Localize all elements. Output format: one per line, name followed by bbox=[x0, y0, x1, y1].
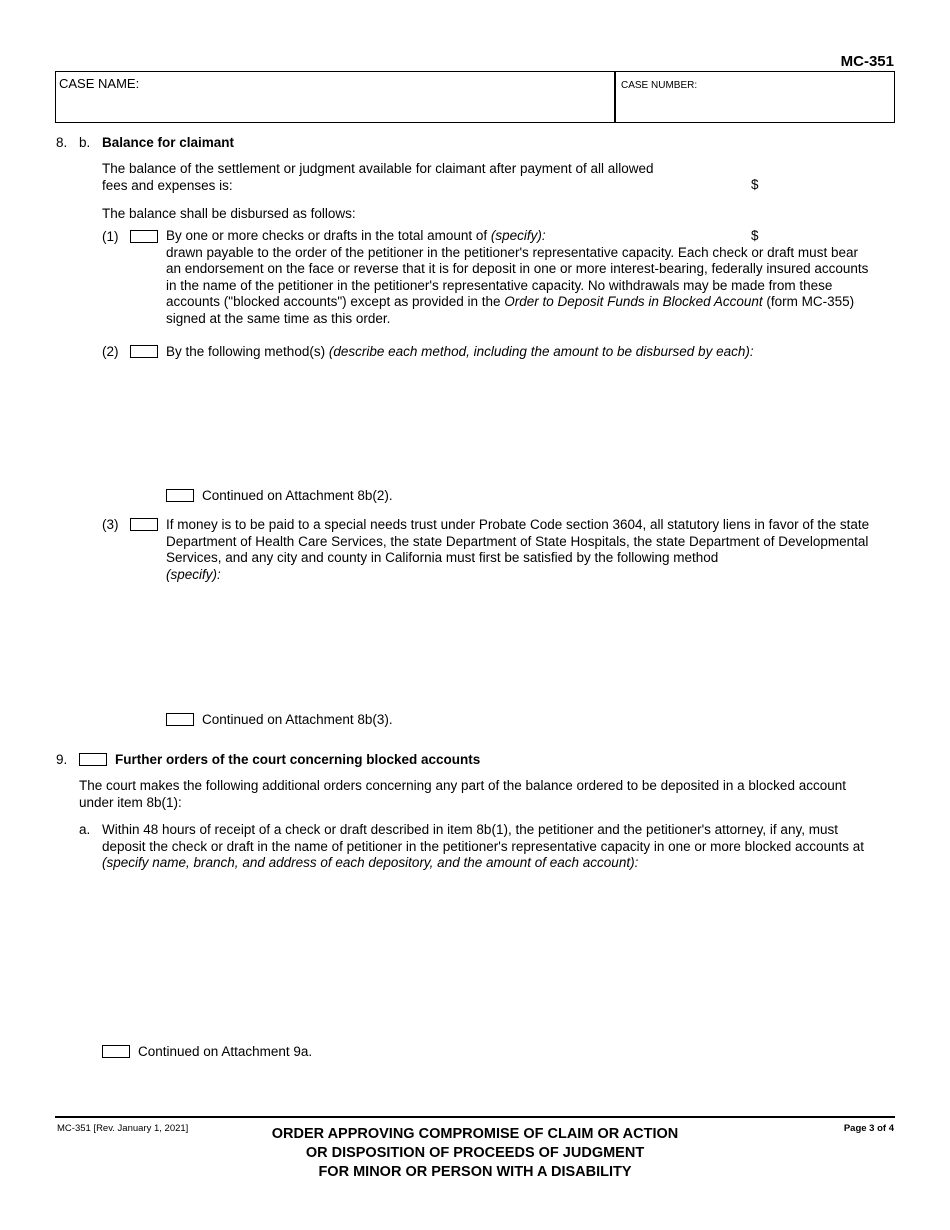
footer-revision: MC-351 [Rev. January 1, 2021] bbox=[57, 1123, 189, 1134]
option-3-text bbox=[166, 517, 896, 583]
option-1-form-title: Order to Deposit Funds in Blocked Account bbox=[504, 294, 763, 309]
attachment-8b3-checkbox[interactable] bbox=[166, 713, 194, 726]
attachment-8b2-checkbox[interactable] bbox=[166, 489, 194, 502]
option-3-line-2: Department of Health Care Services, the state Department of State Hospitals, the state Department of Developmental bbox=[166, 533, 869, 549]
balance-dollar-sign: $ bbox=[751, 177, 759, 192]
option-3-checkbox[interactable] bbox=[130, 518, 158, 531]
case-header-divider bbox=[614, 72, 616, 122]
option-1-line-5-suffix: (form MC-355) bbox=[762, 294, 855, 309]
footer-rule bbox=[55, 1116, 895, 1118]
balance-line-2: fees and expenses is: bbox=[102, 177, 233, 193]
option-1-number: (1) bbox=[102, 229, 119, 244]
case-header-box bbox=[55, 71, 895, 123]
option-1-line-5-prefix: accounts ("blocked accounts") except as provided in the bbox=[166, 294, 505, 309]
option-2-checkbox[interactable] bbox=[130, 345, 158, 358]
item-8-number: 8. bbox=[56, 135, 68, 150]
item-9a-line-1: Within 48 hours of receipt of a check or draft described in item 8b(1), the petitioner and the petitioner's attorney, if any, must bbox=[102, 822, 838, 837]
item-8b-title: Balance for claimant bbox=[102, 135, 235, 150]
item-9a-specify: (specify name, branch, and address of each depository, and the amount of each account): bbox=[102, 855, 639, 870]
case-name-label: CASE NAME: bbox=[59, 76, 140, 91]
option-2-prefix: By the following method(s) bbox=[166, 344, 329, 359]
attachment-9a-checkbox[interactable] bbox=[102, 1045, 130, 1058]
footer-title-line-1: ORDER APPROVING COMPROMISE OF CLAIM OR ACTION bbox=[271, 1126, 679, 1142]
attachment-9a-label: Continued on Attachment 9a. bbox=[138, 1044, 313, 1059]
option-1-specify: (specify): bbox=[490, 228, 546, 243]
footer-title-line-3: FOR MINOR OR PERSON WITH A DISABILITY bbox=[318, 1164, 632, 1180]
footer-form-title bbox=[175, 1125, 775, 1182]
footer-title-line-2: OR DISPOSITION OF PROCEEDS OF JUDGMENT bbox=[305, 1145, 645, 1161]
item-9a-text bbox=[102, 822, 902, 872]
item-9-number: 9. bbox=[56, 752, 68, 767]
item-9a-line-2: deposit the check or draft in the name of petitioner in the petitioner's representative capacity in one or more blocked accounts at bbox=[102, 838, 865, 854]
option-1-line-4: in the name of the petitioner in the petitioner's representative capacity. No withdrawals may be made from these bbox=[166, 277, 833, 293]
option-1-dollar-sign: $ bbox=[751, 228, 759, 243]
option-2-text bbox=[166, 344, 896, 361]
option-3-specify: (specify): bbox=[166, 566, 221, 582]
option-1-line-1-prefix: By one or more checks or drafts in the total amount of bbox=[166, 228, 491, 243]
form-number: MC-351 bbox=[840, 53, 894, 70]
balance-text bbox=[102, 161, 722, 194]
attachment-8b3-label: Continued on Attachment 8b(3). bbox=[202, 712, 393, 727]
option-1-line-5 bbox=[166, 294, 896, 311]
item-9-intro-line-2: under item 8b(1): bbox=[79, 794, 182, 810]
option-1-checkbox[interactable] bbox=[130, 230, 158, 243]
item-9-intro-line-1: The court makes the following additional orders concerning any part of the balance ordered to be deposited in a blocked account bbox=[79, 778, 846, 793]
option-3-line-1: If money is to be paid to a special needs trust under Probate Code section 3604, all statutory liens in favor of the state bbox=[166, 517, 870, 532]
disbursed-text: The balance shall be disbursed as follows: bbox=[102, 206, 356, 221]
item-9a-letter: a. bbox=[79, 822, 91, 837]
option-1-line-1 bbox=[166, 228, 896, 245]
item-9-intro bbox=[79, 778, 899, 811]
item-8b-letter: b. bbox=[79, 135, 91, 150]
option-3-line-3: Services, and any city and county in California must first be satisfied by the following method bbox=[166, 550, 719, 565]
option-3-number: (3) bbox=[102, 517, 119, 532]
case-number-label: CASE NUMBER: bbox=[621, 80, 698, 91]
item-9-checkbox[interactable] bbox=[79, 753, 107, 766]
option-2-instructions: (describe each method, including the amount to be disbursed by each): bbox=[328, 344, 754, 359]
option-2-number: (2) bbox=[102, 344, 119, 359]
option-1-text bbox=[166, 228, 896, 327]
balance-line-1: The balance of the settlement or judgment available for claimant after payment of all allowed bbox=[102, 161, 654, 176]
footer-page-number: Page 3 of 4 bbox=[843, 1123, 894, 1134]
attachment-8b2-label: Continued on Attachment 8b(2). bbox=[202, 488, 393, 503]
option-1-line-3: an endorsement on the face or reverse that it is for deposit in one or more interest-bearing, federally insured accounts bbox=[166, 261, 869, 276]
option-1-line-2: drawn payable to the order of the petitioner in the petitioner's representative capacity. Each check or draft must bear bbox=[166, 244, 858, 260]
option-1-line-6: signed at the same time as this order. bbox=[166, 310, 391, 326]
item-9-title: Further orders of the court concerning blocked accounts bbox=[115, 752, 481, 767]
